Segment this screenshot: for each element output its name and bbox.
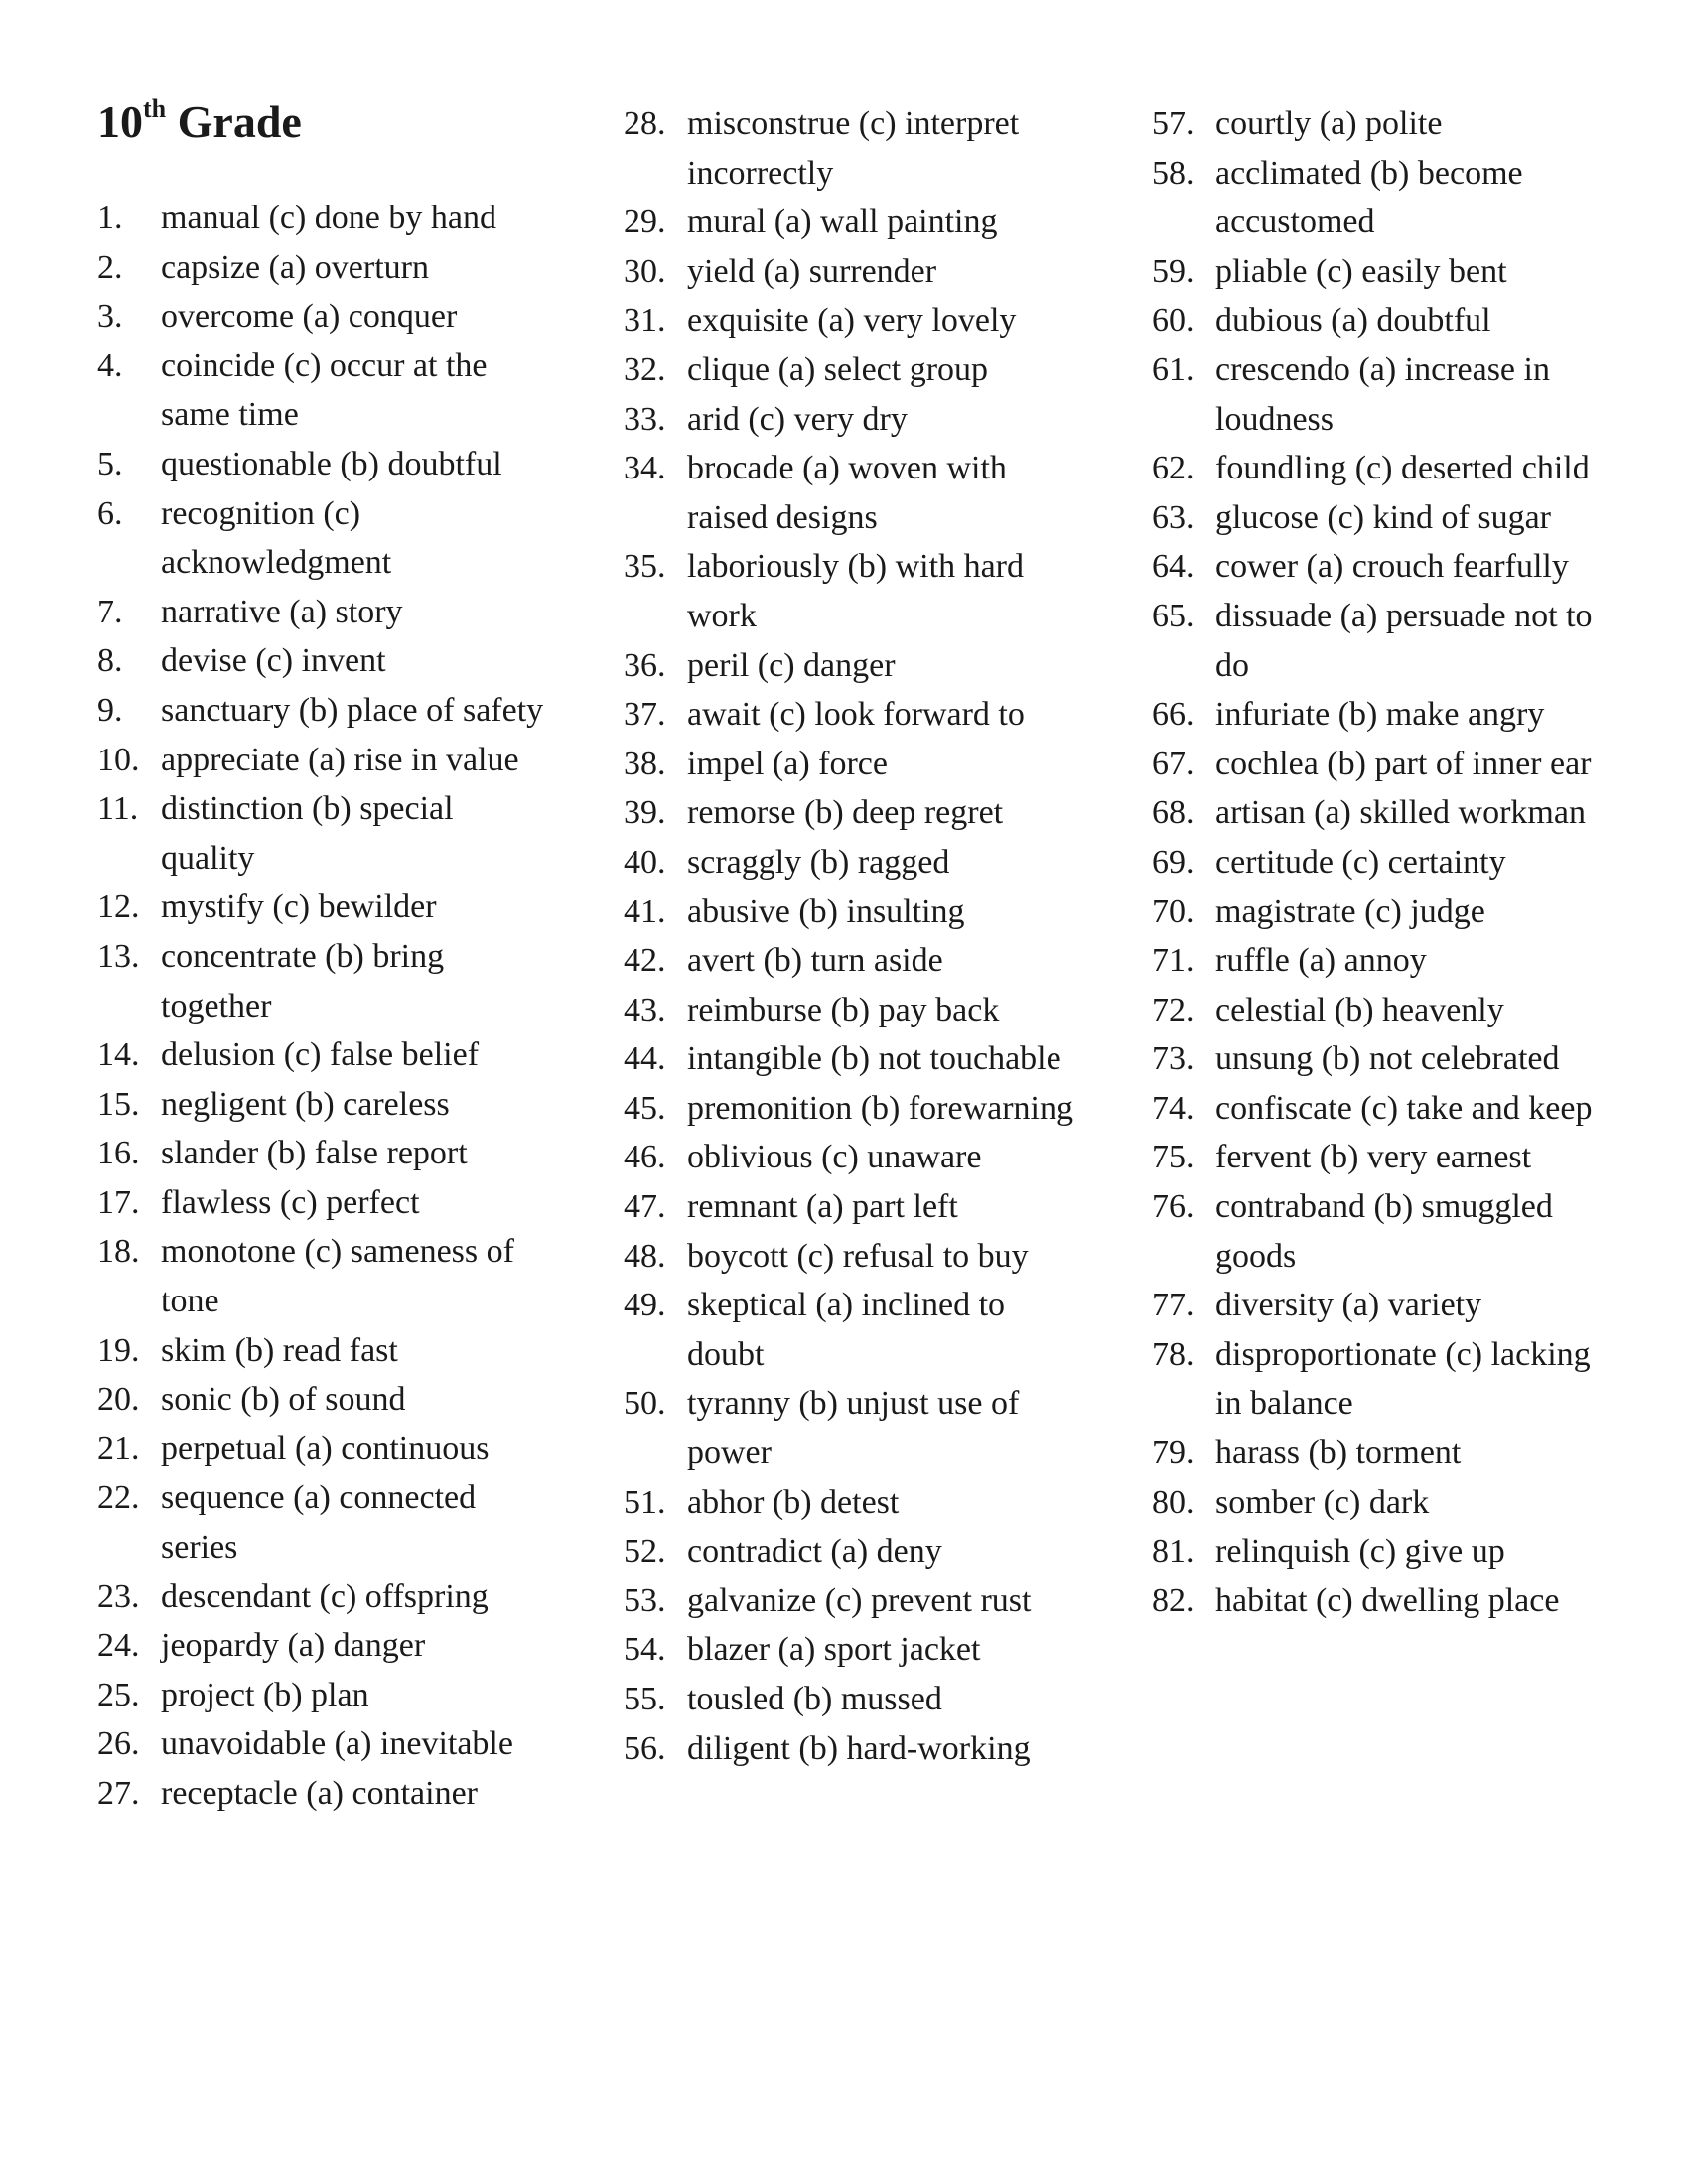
vocab-item-number: 29. xyxy=(624,204,666,241)
vocab-item-number: 82. xyxy=(1152,1581,1195,1619)
vocab-item xyxy=(1152,542,1618,592)
vocab-item-number: 39. xyxy=(624,794,666,832)
vocab-item-number: 78. xyxy=(1152,1335,1195,1373)
vocab-item-number: 31. xyxy=(624,302,666,340)
vocab-item-text: confiscate (c) take and keep xyxy=(1215,1089,1593,1127)
vocab-item-number: 45. xyxy=(624,1089,666,1127)
vocab-item-text: premonition (b) forewarning xyxy=(687,1089,1073,1127)
vocab-item-text: infuriate (b) make angry xyxy=(1215,696,1545,734)
vocab-item-number: 73. xyxy=(1152,1040,1195,1078)
vocab-item-number: 8. xyxy=(97,642,123,680)
vocab-item-number: 75. xyxy=(1152,1139,1195,1176)
vocab-item-text: narrative (a) story xyxy=(161,593,403,630)
vocab-item-text: diligent (b) hard-working xyxy=(687,1729,1031,1767)
vocab-item-number: 15. xyxy=(97,1085,140,1123)
vocab-item-number: 20. xyxy=(97,1381,140,1419)
vocab-item-text: diversity (a) variety xyxy=(1215,1287,1482,1324)
vocab-item-text: certitude (c) certainty xyxy=(1215,843,1506,881)
title-number: 10 xyxy=(97,96,143,147)
vocab-item-text: avert (b) turn aside xyxy=(687,942,943,980)
vocab-item-text: abhor (b) detest xyxy=(687,1483,900,1521)
vocab-item-text: abusive (b) insulting xyxy=(687,892,965,930)
vocab-item-number: 36. xyxy=(624,646,666,684)
vocab-item xyxy=(624,1625,1080,1675)
vocab-item-text: magistrate (c) judge xyxy=(1215,892,1485,930)
vocab-item-text: crescendo (a) increase in loudness xyxy=(1215,350,1550,438)
vocab-item-text: intangible (b) not touchable xyxy=(687,1040,1061,1078)
vocab-item-text: somber (c) dark xyxy=(1215,1483,1430,1521)
vocab-item xyxy=(97,1719,549,1769)
vocab-item xyxy=(97,292,549,341)
vocab-item-number: 17. xyxy=(97,1183,140,1221)
vocab-item xyxy=(1152,1429,1618,1478)
vocab-item xyxy=(624,641,1080,691)
vocab-item-number: 42. xyxy=(624,942,666,980)
vocab-item-number: 66. xyxy=(1152,696,1195,734)
vocab-item-text: sonic (b) of sound xyxy=(161,1381,406,1419)
vocab-item-number: 25. xyxy=(97,1676,140,1713)
vocab-item-text: ruffle (a) annoy xyxy=(1215,942,1427,980)
vocab-item xyxy=(624,296,1080,345)
vocab-item-text: remorse (b) deep regret xyxy=(687,794,1004,832)
vocab-item-number: 7. xyxy=(97,593,123,630)
vocab-item-text: blazer (a) sport jacket xyxy=(687,1631,981,1669)
vocab-item-text: sanctuary (b) place of safety xyxy=(161,691,544,729)
vocab-item-text: jeopardy (a) danger xyxy=(161,1627,426,1665)
vocab-item xyxy=(97,636,549,686)
vocab-item-number: 27. xyxy=(97,1775,140,1812)
vocab-item xyxy=(97,736,549,785)
vocab-item-text: tyranny (b) unjust use of power xyxy=(687,1385,1020,1472)
vocab-column-3 xyxy=(1152,99,1618,1625)
vocab-item-number: 47. xyxy=(624,1188,666,1226)
vocab-item-text: descendant (c) offspring xyxy=(161,1577,489,1615)
vocab-item-number: 34. xyxy=(624,450,666,487)
vocab-item xyxy=(97,1572,549,1622)
vocab-item-number: 44. xyxy=(624,1040,666,1078)
vocab-item-number: 1. xyxy=(97,200,123,236)
vocab-item-number: 12. xyxy=(97,888,140,926)
vocab-item-text: galvanize (c) prevent rust xyxy=(687,1581,1032,1619)
vocab-item xyxy=(97,784,549,883)
vocab-item-number: 52. xyxy=(624,1533,666,1570)
vocab-item-number: 55. xyxy=(624,1681,666,1717)
vocab-item xyxy=(624,1133,1080,1182)
vocab-item-number: 11. xyxy=(97,790,139,828)
vocab-item-text: boycott (c) refusal to buy xyxy=(687,1237,1029,1275)
vocab-item-text: harass (b) torment xyxy=(1215,1434,1462,1472)
vocab-item-text: arid (c) very dry xyxy=(687,400,908,438)
vocab-item-number: 37. xyxy=(624,696,666,734)
vocab-item-number: 54. xyxy=(624,1631,666,1669)
vocab-item-number: 26. xyxy=(97,1725,140,1763)
vocab-item xyxy=(1152,149,1618,247)
vocab-item xyxy=(624,345,1080,395)
vocab-item xyxy=(1152,1084,1618,1134)
vocab-item xyxy=(97,1326,549,1376)
vocab-item-number: 67. xyxy=(1152,745,1195,782)
vocab-item xyxy=(97,1671,549,1720)
vocab-item-text: sequence (a) connected series xyxy=(161,1479,477,1567)
vocab-item xyxy=(624,936,1080,986)
vocab-item xyxy=(624,986,1080,1035)
vocab-item xyxy=(97,1425,549,1474)
vocab-item xyxy=(624,1084,1080,1134)
vocab-item xyxy=(97,1375,549,1425)
vocab-item-number: 81. xyxy=(1152,1533,1195,1570)
vocab-item-text: delusion (c) false belief xyxy=(161,1036,480,1074)
vocab-item-text: flawless (c) perfect xyxy=(161,1183,420,1221)
vocab-item-number: 68. xyxy=(1152,794,1195,832)
vocab-item xyxy=(97,1473,549,1571)
vocab-item-text: skeptical (a) inclined to doubt xyxy=(687,1287,1006,1373)
vocab-item xyxy=(1152,740,1618,789)
vocab-item xyxy=(1152,1527,1618,1576)
vocab-item-number: 61. xyxy=(1152,350,1195,388)
vocab-item-text: contraband (b) smuggled goods xyxy=(1215,1188,1553,1275)
vocab-item-number: 9. xyxy=(97,691,123,729)
vocab-item-number: 21. xyxy=(97,1430,140,1467)
vocab-item-text: appreciate (a) rise in value xyxy=(161,741,519,778)
vocab-item-text: await (c) look forward to xyxy=(687,696,1025,734)
vocab-item xyxy=(1152,1133,1618,1182)
vocab-item xyxy=(97,1769,549,1819)
vocab-item-text: distinction (b) special quality xyxy=(161,790,454,877)
vocab-item xyxy=(624,887,1080,937)
vocab-item xyxy=(97,1129,549,1178)
vocab-item xyxy=(1152,1330,1618,1429)
vocab-item-number: 10. xyxy=(97,741,140,778)
vocab-item xyxy=(1152,296,1618,345)
vocab-item-number: 59. xyxy=(1152,252,1195,290)
vocab-item-text: capsize (a) overturn xyxy=(161,248,429,286)
vocab-item-number: 19. xyxy=(97,1331,140,1369)
vocab-item xyxy=(1152,345,1618,444)
vocab-item xyxy=(1152,1281,1618,1330)
vocab-item-number: 80. xyxy=(1152,1483,1195,1521)
vocab-item-number: 32. xyxy=(624,350,666,388)
vocab-item-text: cower (a) crouch fearfully xyxy=(1215,548,1569,586)
vocab-item-number: 16. xyxy=(97,1135,140,1172)
vocab-item xyxy=(624,838,1080,887)
vocab-item xyxy=(97,686,549,736)
title-label: Grade xyxy=(166,96,302,147)
vocab-item-number: 57. xyxy=(1152,105,1195,142)
vocab-item-text: recognition (c) acknowledgment xyxy=(161,494,392,582)
vocab-item xyxy=(624,247,1080,297)
vocab-item-number: 77. xyxy=(1152,1287,1195,1324)
vocab-item-number: 5. xyxy=(97,445,123,482)
vocab-item xyxy=(624,740,1080,789)
vocab-item-text: oblivious (c) unaware xyxy=(687,1139,982,1176)
vocab-item-text: project (b) plan xyxy=(161,1676,369,1713)
vocab-item-number: 53. xyxy=(624,1581,666,1619)
vocab-item-number: 14. xyxy=(97,1036,140,1074)
vocab-item-text: dissuade (a) persuade not to do xyxy=(1215,597,1593,684)
vocab-item-number: 13. xyxy=(97,937,140,975)
vocab-item-number: 23. xyxy=(97,1577,140,1615)
vocab-item xyxy=(97,489,549,588)
vocab-item-text: cochlea (b) part of inner ear xyxy=(1215,745,1592,782)
vocab-item-text: scraggly (b) ragged xyxy=(687,843,950,881)
vocab-item-text: receptacle (a) container xyxy=(161,1775,478,1812)
vocab-item xyxy=(624,788,1080,838)
vocab-item xyxy=(1152,690,1618,740)
vocab-item xyxy=(97,1227,549,1325)
vocab-item xyxy=(97,440,549,489)
vocab-item-number: 3. xyxy=(97,298,123,336)
vocab-item-text: dubious (a) doubtful xyxy=(1215,302,1491,340)
vocab-item xyxy=(1152,887,1618,937)
vocab-item-number: 40. xyxy=(624,843,666,881)
vocab-item-number: 69. xyxy=(1152,843,1195,881)
vocab-item-number: 38. xyxy=(624,745,666,782)
vocab-item-number: 63. xyxy=(1152,498,1195,536)
vocab-item-number: 18. xyxy=(97,1233,140,1271)
vocab-item-number: 6. xyxy=(97,494,123,532)
vocab-item xyxy=(624,444,1080,542)
vocab-item-text: coincide (c) occur at the same time xyxy=(161,346,488,434)
vocab-item-text: impel (a) force xyxy=(687,745,888,782)
vocab-item xyxy=(1152,1182,1618,1281)
vocab-item xyxy=(624,99,1080,198)
vocab-item xyxy=(1152,788,1618,838)
vocab-item-text: contradict (a) deny xyxy=(687,1533,942,1570)
vocab-item-number: 79. xyxy=(1152,1434,1195,1472)
vocab-item-text: monotone (c) sameness of tone xyxy=(161,1233,514,1320)
vocab-item-number: 60. xyxy=(1152,302,1195,340)
vocab-item-number: 76. xyxy=(1152,1188,1195,1226)
vocab-item-text: acclimated (b) become accustomed xyxy=(1215,154,1523,241)
vocab-item-text: relinquish (c) give up xyxy=(1215,1533,1505,1570)
vocab-item-text: unavoidable (a) inevitable xyxy=(161,1725,513,1763)
vocab-item-number: 43. xyxy=(624,991,666,1028)
vocab-item xyxy=(1152,99,1618,149)
vocab-item-number: 72. xyxy=(1152,991,1195,1028)
vocab-item xyxy=(624,542,1080,640)
vocab-item-text: habitat (c) dwelling place xyxy=(1215,1581,1560,1619)
vocab-item-number: 48. xyxy=(624,1237,666,1275)
vocab-item-number: 35. xyxy=(624,548,666,586)
vocab-item-text: exquisite (a) very lovely xyxy=(687,302,1017,340)
vocab-item xyxy=(624,690,1080,740)
vocab-item-text: artisan (a) skilled workman xyxy=(1215,794,1586,832)
vocab-item-text: unsung (b) not celebrated xyxy=(1215,1040,1560,1078)
vocab-item xyxy=(624,198,1080,247)
vocab-item xyxy=(624,1527,1080,1576)
vocab-item xyxy=(624,1724,1080,1774)
vocab-item-number: 2. xyxy=(97,248,123,286)
vocab-item-number: 70. xyxy=(1152,892,1195,930)
vocab-item xyxy=(1152,838,1618,887)
vocab-item-text: peril (c) danger xyxy=(687,646,896,684)
vocab-item-text: tousled (b) mussed xyxy=(687,1681,942,1717)
vocab-item xyxy=(1152,1576,1618,1626)
vocab-item xyxy=(624,1232,1080,1282)
vocab-item xyxy=(624,395,1080,445)
vocab-item-text: overcome (a) conquer xyxy=(161,298,458,336)
vocab-item xyxy=(624,1675,1080,1724)
vocab-item xyxy=(1152,444,1618,493)
page-title xyxy=(97,93,302,147)
vocab-item xyxy=(1152,1478,1618,1528)
vocab-item-text: misconstrue (c) interpret incorrectly xyxy=(687,105,1020,192)
vocab-item xyxy=(97,1621,549,1671)
vocab-item-number: 30. xyxy=(624,252,666,290)
vocab-item xyxy=(1152,986,1618,1035)
vocab-item xyxy=(1152,247,1618,297)
vocab-item xyxy=(624,1281,1080,1379)
vocab-item-text: mystify (c) bewilder xyxy=(161,888,437,926)
vocab-item-text: reimburse (b) pay back xyxy=(687,991,1000,1028)
vocab-item-text: clique (a) select group xyxy=(687,350,989,388)
vocab-item-text: negligent (b) careless xyxy=(161,1085,450,1123)
vocab-item-text: fervent (b) very earnest xyxy=(1215,1139,1532,1176)
vocab-item-text: skim (b) read fast xyxy=(161,1331,398,1369)
vocab-item-text: perpetual (a) continuous xyxy=(161,1430,490,1467)
vocab-item xyxy=(624,1478,1080,1528)
vocab-item-text: foundling (c) deserted child xyxy=(1215,450,1590,487)
vocab-item-number: 22. xyxy=(97,1479,140,1517)
vocab-item xyxy=(1152,1034,1618,1084)
vocab-item-number: 50. xyxy=(624,1385,666,1423)
vocab-item-number: 64. xyxy=(1152,548,1195,586)
vocab-item xyxy=(97,1080,549,1130)
vocab-item-text: questionable (b) doubtful xyxy=(161,445,502,482)
vocab-item xyxy=(624,1576,1080,1626)
vocab-column-1 xyxy=(97,194,549,1819)
vocab-item-number: 33. xyxy=(624,400,666,438)
vocab-item xyxy=(1152,493,1618,543)
vocab-item-number: 62. xyxy=(1152,450,1195,487)
vocab-item-number: 28. xyxy=(624,105,666,142)
vocab-item xyxy=(97,1030,549,1080)
vocab-item-number: 4. xyxy=(97,346,123,384)
title-superscript: th xyxy=(143,93,167,123)
vocab-item xyxy=(1152,936,1618,986)
vocab-item xyxy=(97,588,549,637)
vocab-item-text: disproportionate (c) lacking in balance xyxy=(1215,1335,1591,1423)
vocab-item-text: laboriously (b) with hard work xyxy=(687,548,1024,634)
vocab-item-number: 51. xyxy=(624,1483,666,1521)
vocab-item xyxy=(624,1034,1080,1084)
vocab-column-2 xyxy=(624,99,1080,1773)
vocab-item-text: yield (a) surrender xyxy=(687,252,937,290)
vocab-item xyxy=(97,1178,549,1228)
vocab-item-number: 49. xyxy=(624,1287,666,1324)
vocab-item xyxy=(97,194,549,243)
vocab-item-number: 41. xyxy=(624,892,666,930)
vocab-item-text: celestial (b) heavenly xyxy=(1215,991,1504,1028)
vocab-item-number: 71. xyxy=(1152,942,1195,980)
vocab-item-text: concentrate (b) bring together xyxy=(161,937,445,1024)
vocab-item-text: slander (b) false report xyxy=(161,1135,468,1172)
vocab-item xyxy=(97,932,549,1030)
vocab-item xyxy=(97,883,549,932)
vocab-item-text: pliable (c) easily bent xyxy=(1215,252,1507,290)
vocab-item xyxy=(624,1379,1080,1477)
vocab-item-text: remnant (a) part left xyxy=(687,1188,958,1226)
vocab-item-text: brocade (a) woven with raised designs xyxy=(687,450,1007,536)
vocab-item xyxy=(97,341,549,440)
vocab-item xyxy=(624,1182,1080,1232)
vocab-item xyxy=(97,243,549,293)
vocab-item-text: devise (c) invent xyxy=(161,642,386,680)
vocab-item-text: courtly (a) polite xyxy=(1215,105,1443,142)
vocab-item-number: 74. xyxy=(1152,1089,1195,1127)
vocab-item-number: 58. xyxy=(1152,154,1195,192)
vocab-item-number: 24. xyxy=(97,1627,140,1665)
vocab-item-number: 46. xyxy=(624,1139,666,1176)
vocab-item-number: 65. xyxy=(1152,597,1195,634)
vocab-item-text: manual (c) done by hand xyxy=(161,200,496,236)
vocab-item xyxy=(1152,592,1618,690)
vocab-item-number: 56. xyxy=(624,1729,666,1767)
vocab-item-text: glucose (c) kind of sugar xyxy=(1215,498,1552,536)
vocab-item-text: mural (a) wall painting xyxy=(687,204,998,241)
